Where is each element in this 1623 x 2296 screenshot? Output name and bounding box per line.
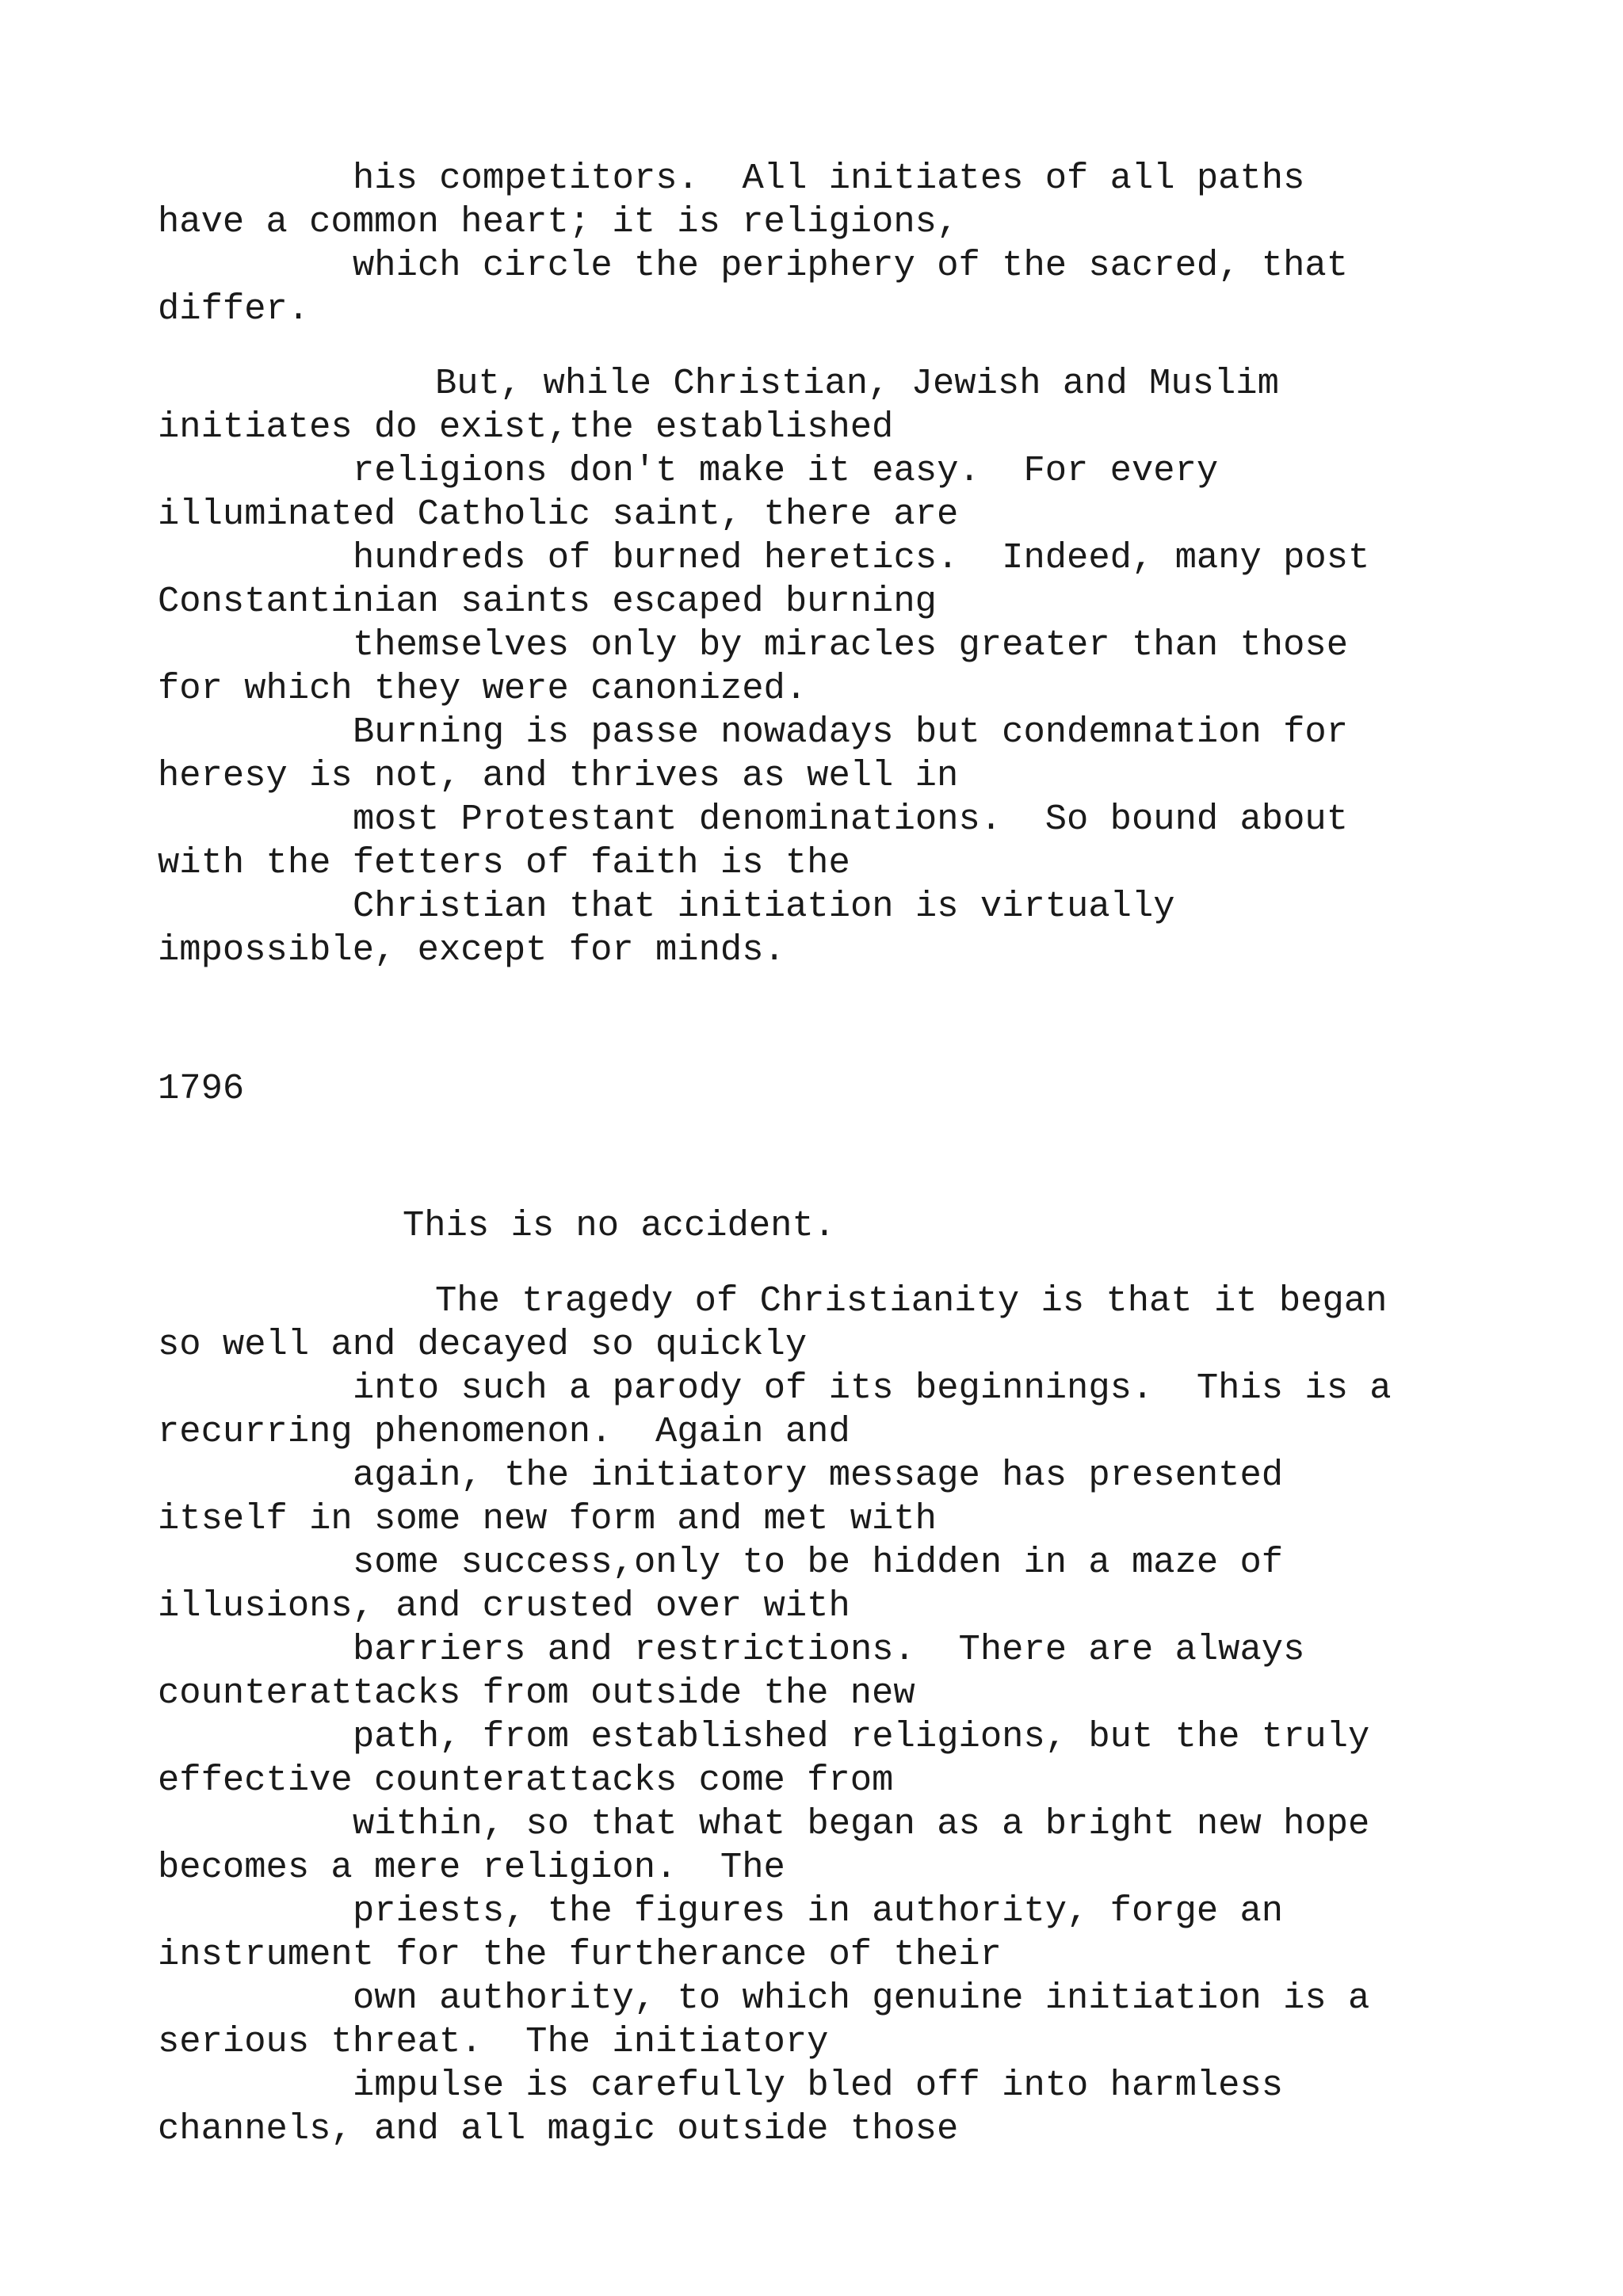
text-line: into such a parody of its beginnings. This is a (353, 1367, 1392, 1409)
text-line: which circle the periphery of the sacred, that (353, 245, 1349, 286)
text-line: itself in some new form and met with (158, 1498, 937, 1539)
text-line: impulse is carefully bled off into harmless (353, 2065, 1284, 2106)
text-line: heresy is not, and thrives as well in (158, 755, 959, 796)
text-line: barriers and restrictions. There are always (353, 1629, 1305, 1670)
text-line: hundreds of burned heretics. Indeed, many post (353, 537, 1370, 578)
text-line: impossible, except for minds. (158, 929, 785, 971)
text-line: effective counterattacks come from (158, 1760, 894, 1801)
text-line: counterattacks from outside the new (158, 1672, 915, 1714)
text-line: his competitors. All initiates of all paths (353, 158, 1305, 199)
text-line: for which they were canonized. (158, 668, 808, 709)
text-line: But, while Christian, Jewish and Muslim (435, 363, 1279, 404)
text-line: channels, and all magic outside those (158, 2108, 959, 2149)
text-line: path, from established religions, but the truly (353, 1716, 1370, 1757)
text-line: initiates do exist,the established (158, 406, 894, 448)
text-line: This is no accident. (403, 1205, 836, 1246)
page-number: 1796 (158, 1068, 245, 1109)
text-line: priests, the figures in authority, forge an (353, 1890, 1284, 1932)
text-line: some success,only to be hidden in a maze of (353, 1542, 1284, 1583)
text-line: recurring phenomenon. Again and (158, 1411, 850, 1452)
text-line: becomes a mere religion. The (158, 1847, 785, 1888)
text-line: with the fetters of faith is the (158, 842, 850, 883)
text-line: so well and decayed so quickly (158, 1324, 808, 1365)
text-line: illusions, and crusted over with (158, 1585, 850, 1627)
text-line: instrument for the furtherance of their (158, 1934, 1002, 1975)
text-line: have a common heart; it is religions, (158, 201, 959, 242)
text-line: differ. (158, 288, 310, 330)
text-line: The tragedy of Christianity is that it began (435, 1280, 1388, 1322)
text-line: religions don't make it easy. For every (353, 450, 1219, 491)
text-line: Constantinian saints escaped burning (158, 581, 937, 622)
text-line: within, so that what began as a bright new hope (353, 1803, 1370, 1844)
text-line: serious threat. The initiatory (158, 2021, 829, 2062)
text-line: themselves only by miracles greater than those (353, 624, 1349, 666)
text-line: again, the initiatory message has presented (353, 1455, 1284, 1496)
text-line: Christian that initiation is virtually (353, 886, 1175, 927)
text-line: most Protestant denominations. So bound about (353, 799, 1349, 840)
text-line: own authority, to which genuine initiation is a (353, 1978, 1370, 2019)
text-line: illuminated Catholic saint, there are (158, 494, 959, 535)
text-line: Burning is passe nowadays but condemnation for (353, 711, 1349, 753)
